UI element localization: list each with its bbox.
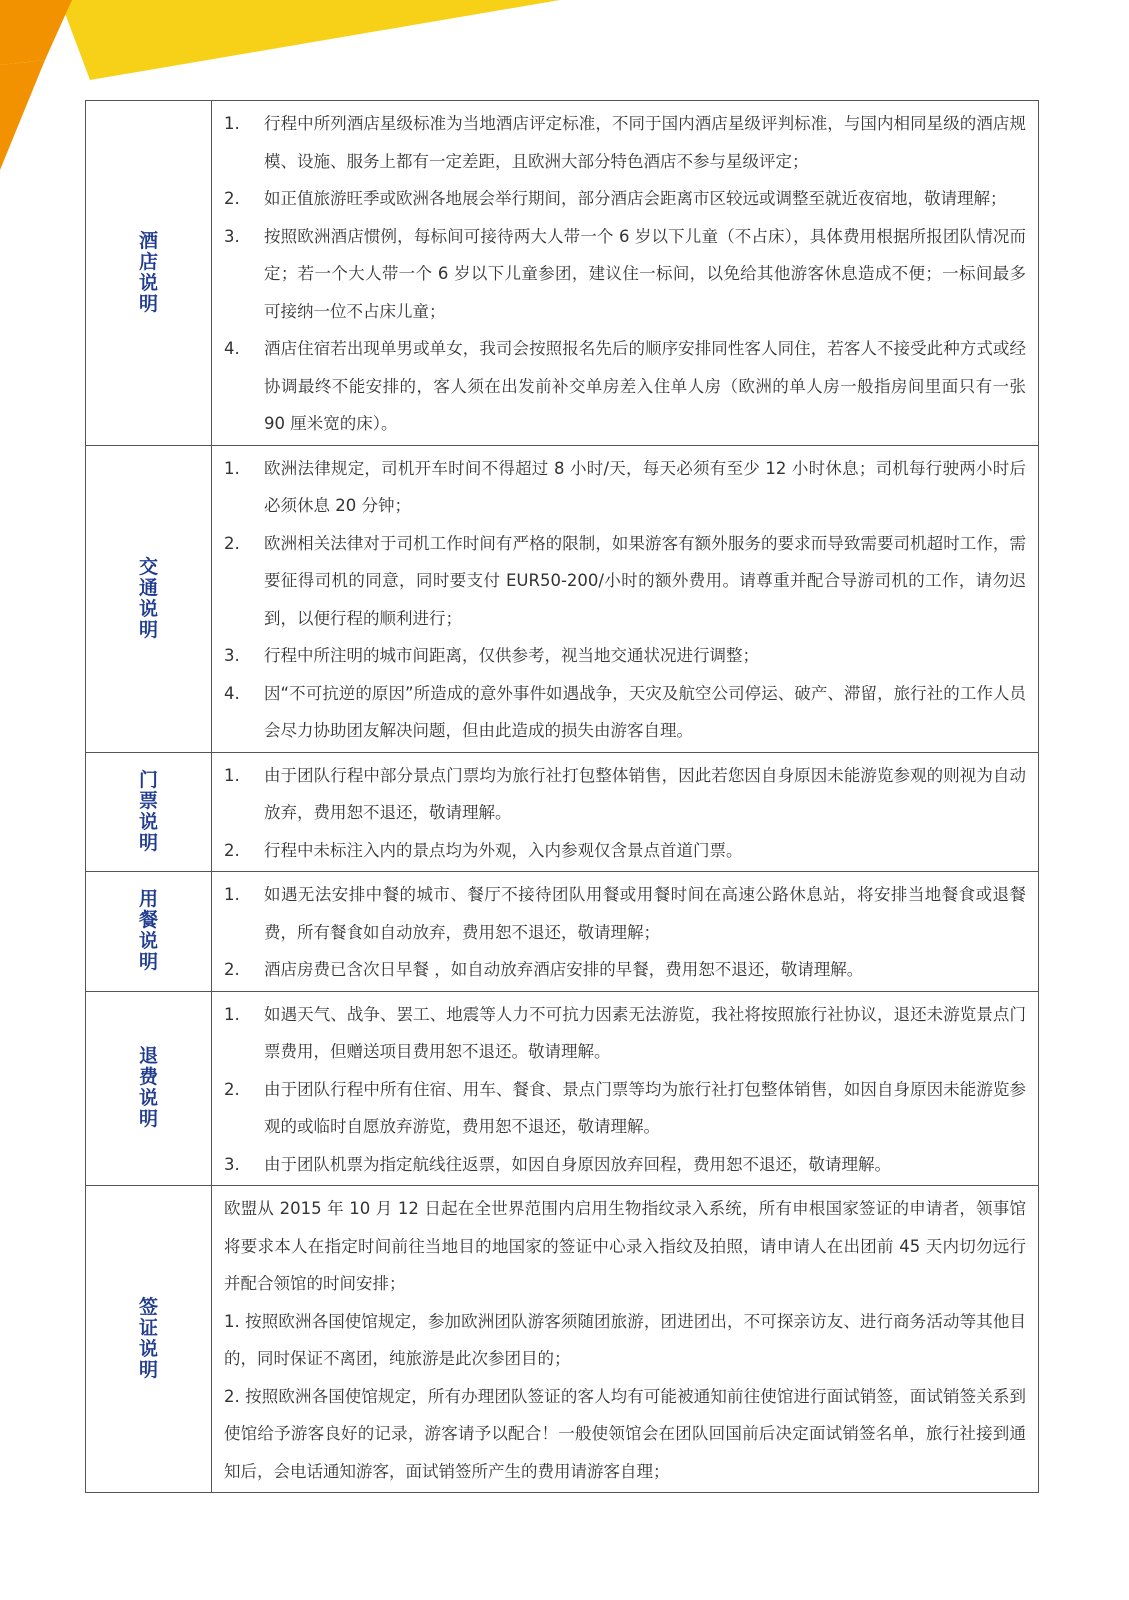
section-content — [212, 991, 1039, 1186]
item-text: 因“不可抗逆的原因”所造成的意外事件如遇战争，天灾及航空公司停运、破产、滞留，旅行社的工作人员会尽力协助团友解决问题，但由此造成的损失由游客自理。 — [264, 683, 1026, 740]
item-number: 1. — [224, 885, 240, 904]
item-text: 由于团队行程中部分景点门票均为旅行社打包整体销售，因此若您因自身原因未能游览参观的则视为自动放弃，费用恕不退还，敬请理解。 — [264, 765, 1026, 822]
list-item — [224, 218, 1026, 331]
section-label-cell — [86, 101, 212, 446]
orange-wedge — [0, 0, 72, 65]
section-label-cell — [86, 872, 212, 992]
item-number: 1. — [224, 1004, 240, 1024]
section-row — [86, 991, 1039, 1186]
item-text: 如遇天气、战争、罢工、地震等人力不可抗力因素无法游览，我社将按照旅行社协议，退还未游览景点门票费用，但赠送项目费用恕不退还。敬请理解。 — [264, 1004, 1026, 1061]
section-content — [212, 1186, 1039, 1493]
item-text: 酒店住宿若出现单男或单女，我司会按照报名先后的顺序安排同性客人同住，若客人不接受此种方式或经协调最终不能安排的，客人须在出发前补交单房差入住单人房（欧洲的单人房一般指房间里面只有一张 90 厘米宽的床）。 — [264, 339, 1026, 433]
section-content — [212, 872, 1039, 992]
section-row — [86, 1186, 1039, 1493]
yellow-stripe — [60, 0, 560, 80]
item-number: 4. — [224, 683, 240, 703]
item-text: 欧洲相关法律对于司机工作时间有严格的限制，如果游客有额外服务的要求而导致需要司机超时工作，需要征得司机的同意，同时要支付 EUR50-200/小时的额外费用。请尊重并配合导游司机的工作，请勿迟到，以便行程的顺利进行； — [264, 533, 1026, 628]
item-number: 1. — [224, 114, 240, 133]
item-number: 1. — [224, 458, 240, 478]
section-label: 签证说明 — [138, 1296, 158, 1381]
section-label-cell — [86, 1186, 212, 1493]
paragraph: 2. 按照欧洲各国使馆规定，所有办理团队签证的客人均有可能被通知前往使馆进行面试销签，面试销签关系到使馆给予游客良好的记录，游客请予以配合！一般使领馆会在团队回国前后决定面试销签名单，旅行社接到通知后，会电话通知游客，面试销签所产生的费用请游客自理； — [224, 1386, 1026, 1481]
section-label: 门票说明 — [138, 768, 158, 854]
section-content — [212, 101, 1039, 446]
list-item — [224, 330, 1026, 443]
section-label: 酒店说明 — [138, 229, 158, 315]
section-content — [212, 752, 1039, 872]
section-label: 交通说明 — [138, 555, 158, 641]
item-text: 由于团队机票为指定航线往返票，如因自身原因放弃回程，费用恕不退还，敬请理解。 — [264, 1154, 891, 1174]
list-item — [224, 637, 1026, 675]
item-number: 2. — [224, 533, 240, 553]
item-text: 如正值旅游旺季或欧洲各地展会举行期间，部分酒店会距离市区较远或调整至就近夜宿地，敬请理解； — [264, 189, 1007, 208]
section-row — [86, 101, 1039, 446]
list-item — [224, 105, 1026, 180]
section-label-cell — [86, 445, 212, 752]
item-number: 2. — [224, 840, 240, 860]
list-item — [224, 180, 1026, 218]
item-number: 1. — [224, 765, 240, 785]
section-label-cell — [86, 991, 212, 1186]
item-number: 2. — [224, 1079, 240, 1099]
orange-wedge-lower — [0, 60, 45, 170]
travel-notes-table — [85, 100, 1039, 1493]
section-row — [86, 752, 1039, 872]
list-item — [224, 757, 1026, 832]
list-item — [224, 1146, 1026, 1184]
item-text: 由于团队行程中所有住宿、用车、餐食、景点门票等均为旅行社打包整体销售，如因自身原因未能游览参观的或临时自愿放弃游览，费用恕不退还，敬请理解。 — [264, 1079, 1026, 1136]
paragraph: 1. 按照欧洲各国使馆规定，参加欧洲团队游客须随团旅游，团进团出，不可探亲访友、进行商务活动等其他目的，同时保证不离团，纯旅游是此次参团目的； — [224, 1311, 1026, 1368]
list-item — [224, 675, 1026, 750]
item-text: 如遇无法安排中餐的城市、餐厅不接待团队用餐或用餐时间在高速公路休息站，将安排当地餐食或退餐费，所有餐食如自动放弃，费用恕不退还，敬请理解； — [264, 885, 1026, 942]
item-text: 酒店房费已含次日早餐 ，如自动放弃酒店安排的早餐，费用恕不退还，敬请理解。 — [264, 960, 864, 979]
list-item — [224, 1071, 1026, 1146]
section-label: 退费说明 — [138, 1045, 158, 1131]
section-row — [86, 445, 1039, 752]
item-text: 行程中未标注入内的景点均为外观，入内参观仅含景点首道门票。 — [264, 840, 743, 860]
item-number: 2. — [224, 189, 240, 208]
item-number: 3. — [224, 226, 240, 246]
item-number: 3. — [224, 646, 240, 665]
item-number: 3. — [224, 1154, 240, 1174]
paragraph: 欧盟从 2015 年 10 月 12 日起在全世界范围内启用生物指纹录入系统，所有申根国家签证的申请者，领事馆将要求本人在指定时间前往当地目的地国家的签证中心录入指纹及拍照，请申请人在出团前 45 天内切勿远行并配合领馆的时间安排； — [224, 1199, 1026, 1293]
section-row — [86, 872, 1039, 992]
list-item — [224, 951, 1026, 989]
item-text: 按照欧洲酒店惯例，每标间可接待两大人带一个 6 岁以下儿童（不占床），具体费用根据所报团队情况而定；若一个大人带一个 6 岁以下儿童参团，建议住一标间，以免给其他游客休息造成不便；一标间最多可接纳一位不占床儿童； — [264, 226, 1026, 321]
list-item — [224, 996, 1026, 1071]
section-label-cell — [86, 752, 212, 872]
item-number: 4. — [224, 339, 240, 358]
list-item — [224, 450, 1026, 525]
list-item — [224, 832, 1026, 870]
section-content — [212, 445, 1039, 752]
item-text: 欧洲法律规定，司机开车时间不得超过 8 小时/天，每天必须有至少 12 小时休息；司机每行驶两小时后必须休息 20 分钟； — [264, 458, 1026, 515]
item-text: 行程中所列酒店星级标准为当地酒店评定标准，不同于国内酒店星级评判标准，与国内相同星级的酒店规模、设施、服务上都有一定差距，且欧洲大部分特色酒店不参与星级评定； — [264, 114, 1026, 171]
section-label: 用餐说明 — [138, 888, 158, 974]
list-item — [224, 876, 1026, 951]
list-item — [224, 525, 1026, 638]
item-text: 行程中所注明的城市间距离，仅供参考，视当地交通状况进行调整； — [264, 646, 759, 665]
item-number: 2. — [224, 960, 240, 979]
